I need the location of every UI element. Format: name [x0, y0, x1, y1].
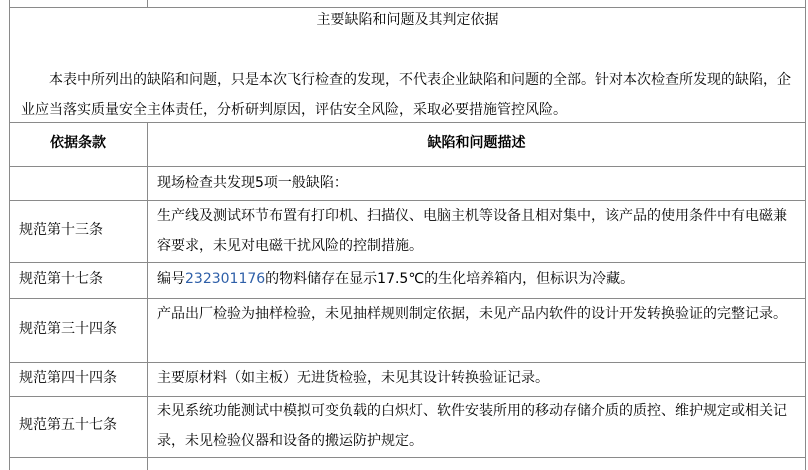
row-divider	[9, 457, 806, 458]
intro-paragraph: 本表中所列出的缺陷和问题，只是本次飞行检查的发现，不代表企业缺陷和问题的全部。针对本次检查所发现的缺陷，企业应当落实质量安全主体责任，分析研判原因，评估安全风险，采取必要措施管控风险。	[21, 72, 791, 118]
summary-text: 现场检查共发现5项一般缺陷：	[157, 175, 348, 191]
row-basis: 规范第三十四条	[19, 321, 117, 337]
row-basis: 规范第五十七条	[19, 417, 117, 433]
column-divider	[147, 122, 148, 470]
header-basis: 依据条款	[50, 135, 106, 151]
temperature-value: 17.5℃	[377, 271, 425, 287]
header-description: 缺陷和问题描述	[427, 135, 526, 151]
row-divider	[9, 166, 806, 167]
table-border-right	[805, 0, 806, 470]
row-basis: 规范第十七条	[19, 271, 103, 287]
row-description: 未见系统功能测试中模拟可变负载的白炽灯、软件安装所用的移动存储介质的质控、维护规定或相关记录，未见检验仪器和设备的搬运防护规定。	[157, 403, 787, 449]
desc-text: 的物料储存在显示	[265, 271, 378, 287]
material-code: 232301176	[185, 271, 266, 287]
section-title: 主要缺陷和问题及其判定依据	[316, 12, 499, 28]
row-basis: 规范第四十四条	[19, 370, 117, 386]
row-description: 主要原材料（如主板）无进货检验，未见其设计转换验证记录。	[157, 370, 549, 386]
defect-table	[9, 0, 806, 470]
row-description: 产品出厂检验为抽样检验，未见抽样规则制定依据，未见产品内软件的设计开发转换验证的完整记录。	[157, 306, 787, 322]
row-divider	[9, 262, 806, 263]
row-description: 生产线及测试环节布置有打印机、扫描仪、电脑主机等设备且相对集中，该产品的使用条件中有电磁兼容要求，未见对电磁干扰风险的控制措施。	[157, 208, 787, 254]
table-border-left	[9, 0, 10, 470]
row-description	[157, 264, 799, 295]
desc-text: 编号	[157, 271, 185, 287]
desc-text: 的生化培养箱内，但标识为冷藏。	[424, 271, 635, 287]
row-basis: 规范第十三条	[19, 222, 103, 238]
